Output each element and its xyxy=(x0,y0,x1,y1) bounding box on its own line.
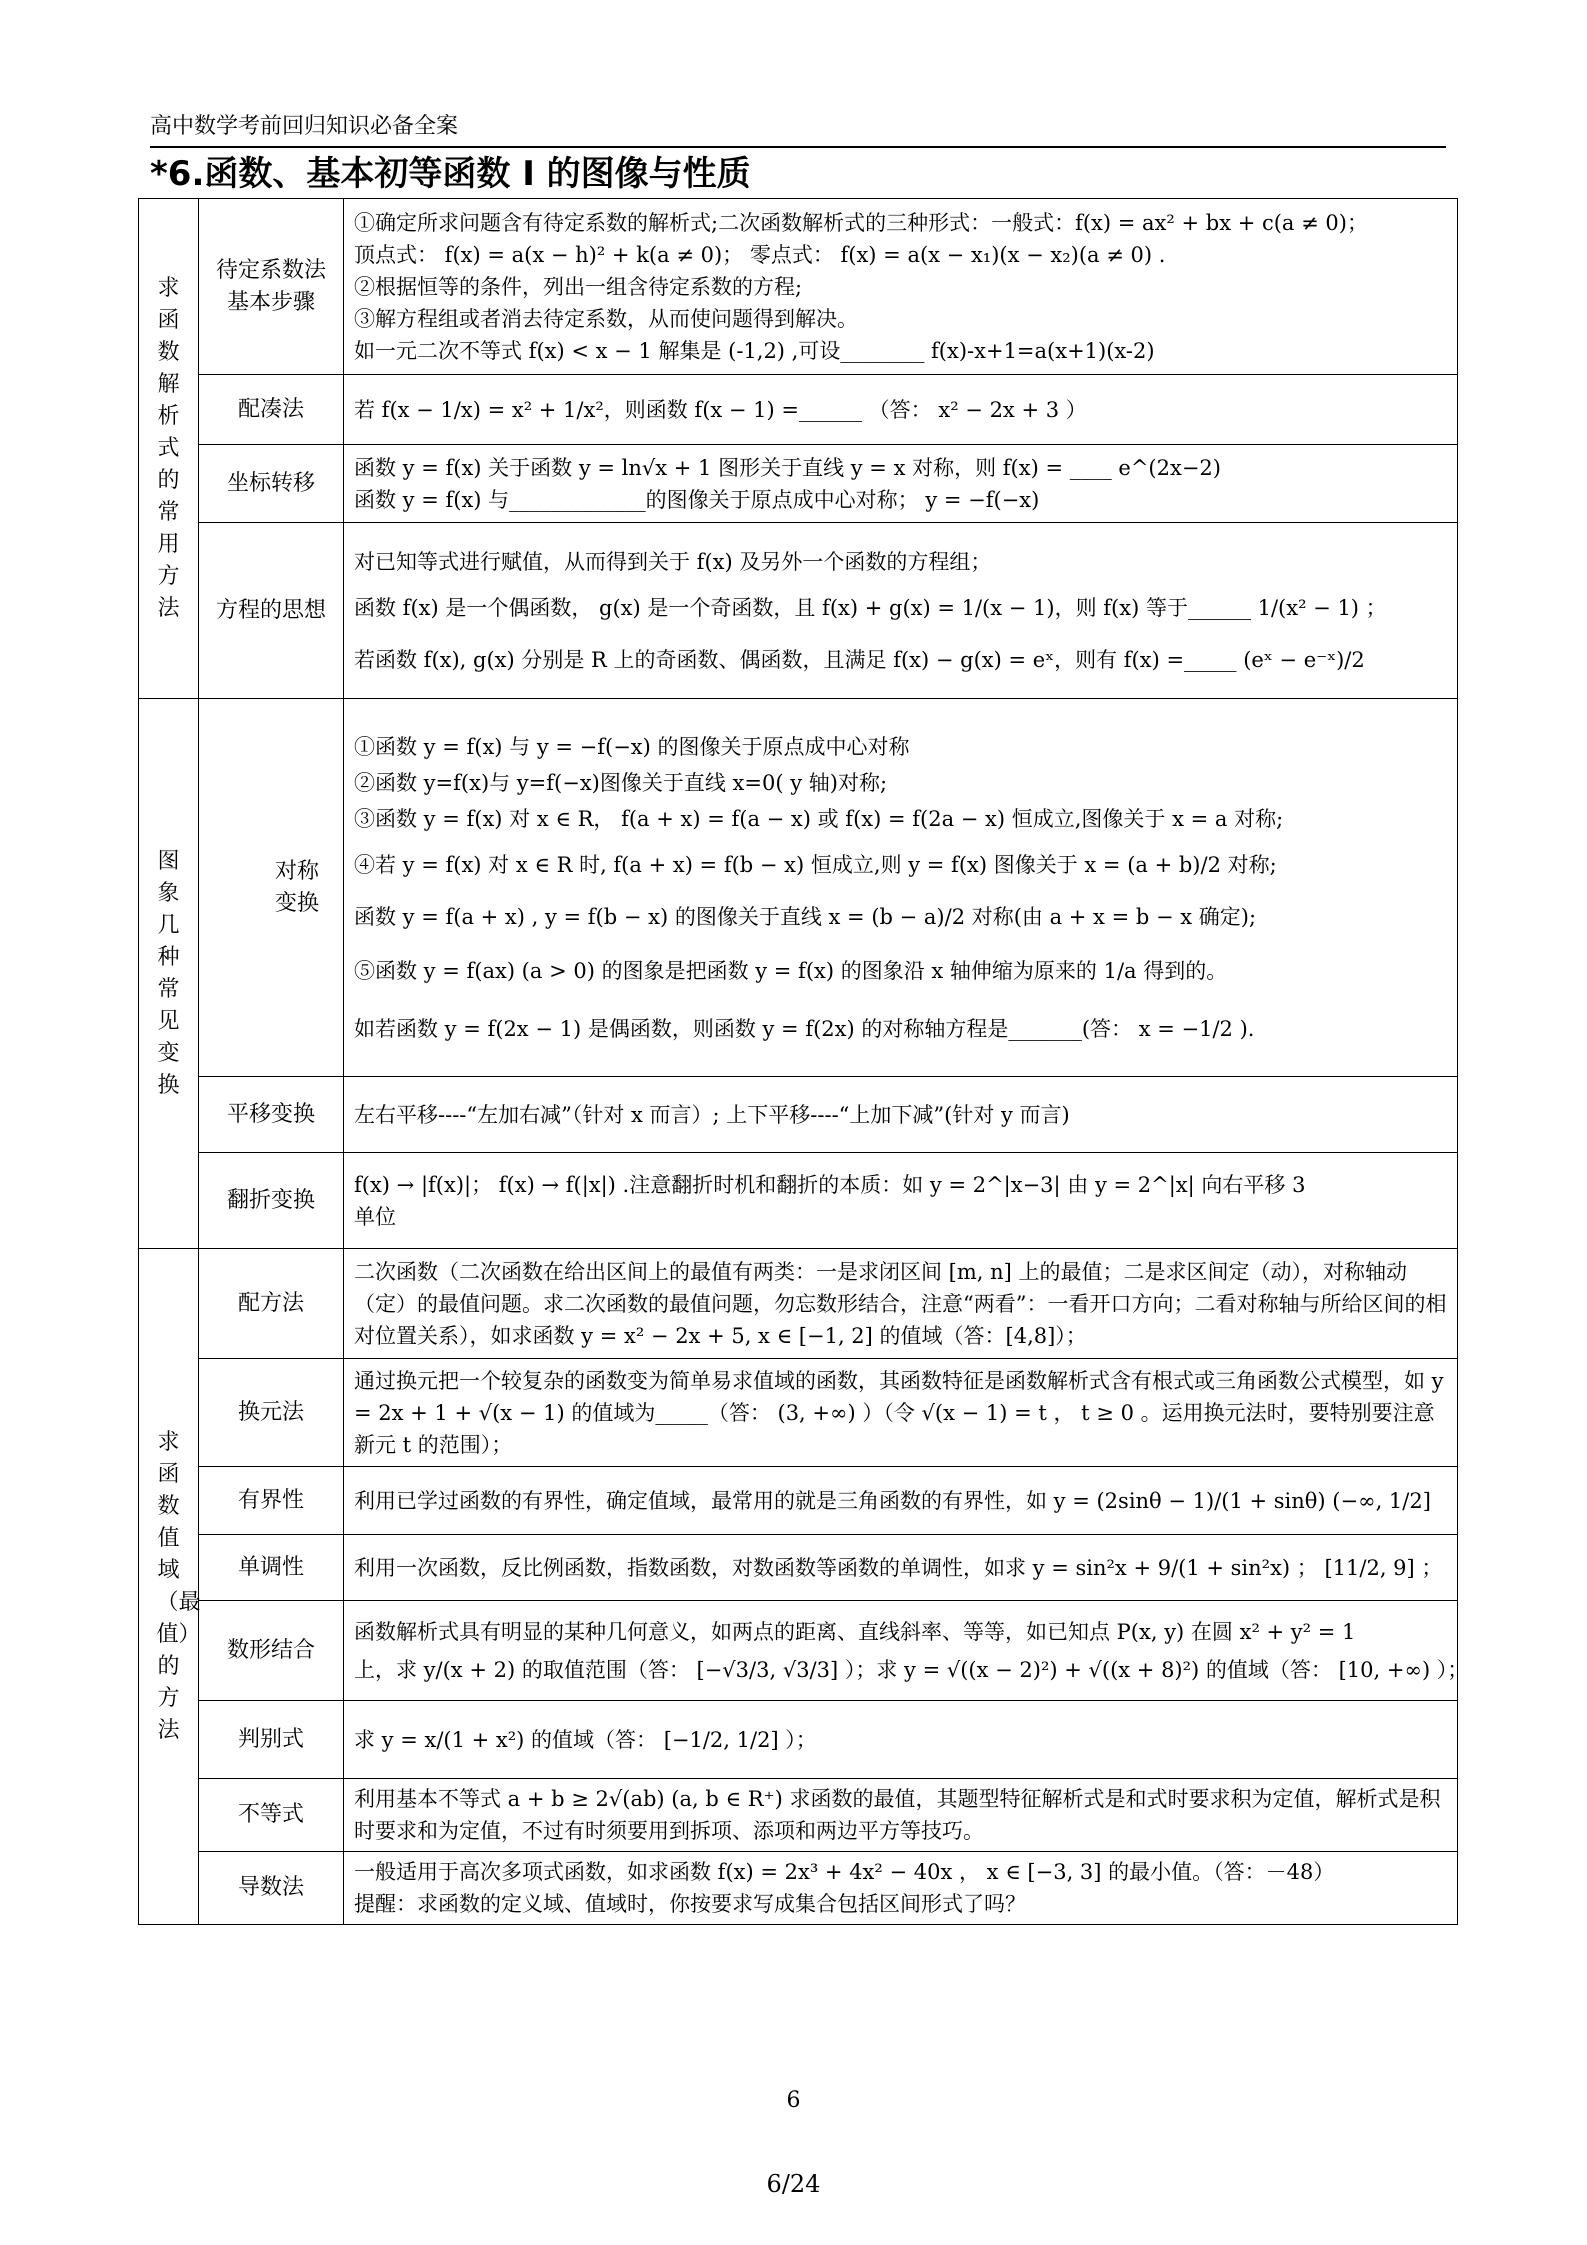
method-content: 利用已学过函数的有界性，确定值域，最常用的就是三角函数的有界性，如 y = (2sinθ − 1)/(1 + sinθ) (−∞, 1/2] xyxy=(344,1467,1458,1535)
knowledge-table xyxy=(138,198,1469,1925)
table-row xyxy=(139,445,1458,523)
table-row xyxy=(139,1153,1458,1249)
method-content: 函数解析式具有明显的某种几何意义，如两点的距离、直线斜率、等等，如已知点 P(x, y) 在圆 x² + y² = 1 上，求 y/(x + 2) 的取值范围（答： [−√3/3, √3/3] ）；求 y = √((x − 2)²) + √((x + 8)²) 的值域（答： [10, +∞) ）； xyxy=(344,1601,1458,1701)
table-row xyxy=(139,1701,1458,1779)
table-row xyxy=(139,1779,1458,1852)
table-row xyxy=(139,199,1458,375)
table-row xyxy=(139,1077,1458,1153)
page-number: 6 xyxy=(786,2088,801,2113)
method-label: 单调性 xyxy=(199,1535,344,1601)
method-label: 对称变换 xyxy=(199,699,344,1077)
method-content: 左右平移----“左加右减”（针对 x 而言）; 上下平移----“上加下减”(针对 y 而言) xyxy=(344,1077,1458,1153)
method-content: 利用一次函数，反比例函数，指数函数，对数函数等函数的单调性，如求 y = sin²x + 9/(1 + sin²x) ； [11/2, 9] ； xyxy=(344,1535,1458,1601)
method-label: 翻折变换 xyxy=(199,1153,344,1249)
method-content: 通过换元把一个较复杂的函数变为简单易求值域的函数，其函数特征是函数解析式含有根式或三角函数公式模型，如 y = 2x + 1 + √(x − 1) 的值域为_____（答： (3, +∞) ）（令 √(x − 1) = t ， t ≥ 0 。运用换元法时，要特别要注意新元 t 的范围）； xyxy=(344,1359,1458,1467)
method-content: 一般适用于高次多项式函数，如求函数 f(x) = 2x³ + 4x² − 40x ， x ∈ [−3, 3] 的最小值。（答：－48） 提醒：求函数的定义域、值域时，你按要求写成集合包括区间形式了吗？ xyxy=(344,1852,1458,1925)
method-content: f(x) → |f(x)|； f(x) → f(|x|) .注意翻折时机和翻折的本质：如 y = 2^|x−3| 由 y = 2^|x| 向右平移 3 单位 xyxy=(344,1153,1458,1249)
method-content: 利用基本不等式 a + b ≥ 2√(ab) (a, b ∈ R⁺) 求函数的最值，其题型特征解析式是和式时要求积为定值，解析式是积时要求和为定值，不过有时须要用到拆项、添项和两边平方等技巧。 xyxy=(344,1779,1458,1852)
method-label: 坐标转移 xyxy=(199,445,344,523)
table-row xyxy=(139,523,1458,699)
method-label: 导数法 xyxy=(199,1852,344,1925)
table-row xyxy=(139,1601,1458,1701)
method-content: 函数 y = f(x) 关于函数 y = ln√x + 1 图形关于直线 y = x 对称，则 f(x) = ____ e^(2x−2) 函数 y = f(x) 与_____________的图像关于原点成中心对称； y = −f(−x) xyxy=(344,445,1458,523)
group-label: 求函数解析式的常用方法 xyxy=(139,199,199,699)
table-row xyxy=(139,1359,1458,1467)
method-label: 换元法 xyxy=(199,1359,344,1467)
table-row xyxy=(139,1467,1458,1535)
table-row xyxy=(139,375,1458,445)
group-label: 图象几种常见变换 xyxy=(139,699,199,1249)
method-label: 配方法 xyxy=(199,1249,344,1359)
method-content: ①函数 y = f(x) 与 y = −f(−x) 的图像关于原点成中心对称 ②函数 y=f(x)与 y=f(−x)图像关于直线 x=0( y 轴)对称; ③函数 y = f(x) 对 x ∈ R， f(a + x) = f(a − x) 或 f(x) = f(2a − x) 恒成立,图像关于 x = a 对称; ④若 y = f(x) 对 x ∈ R 时, f(a + x) = f(b − x) 恒成立,则 y = f(x) 图像关于 x = (a + b)/2 对称; 函数 y = f(a + x) , y = f(b − x) 的图像关于直线 x = (b − a)/2 对称(由 a + x = b − x 确定); ⑤函数 y = f(ax) (a > 0) 的图象是把函数 y = f(x) 的图象沿 x 轴伸缩为原来的 1/a 得到的。 如若函数 y = f(2x − 1) 是偶函数，则函数 y = f(2x) 的对称轴方程是_______(答： x = −1/2 ). xyxy=(344,699,1458,1077)
method-label: 方程的思想 xyxy=(199,523,344,699)
method-label: 有界性 xyxy=(199,1467,344,1535)
method-content: 对已知等式进行赋值，从而得到关于 f(x) 及另外一个函数的方程组； 函数 f(x) 是一个偶函数， g(x) 是一个奇函数，且 f(x) + g(x) = 1/(x − 1)，则 f(x) 等于______ 1/(x² − 1) ； 若函数 f(x), g(x) 分别是 R 上的奇函数、偶函数，且满足 f(x) − g(x) = eˣ，则有 f(x) =_____ (eˣ − e⁻ˣ)/2 xyxy=(344,523,1458,699)
document-header: 高中数学考前回归知识必备全案 xyxy=(150,112,1446,148)
table-row xyxy=(139,1535,1458,1601)
method-content: 二次函数（二次函数在给出区间上的最值有两类：一是求闭区间 [m, n] 上的最值；二是求区间定（动），对称轴动（定）的最值问题。求二次函数的最值问题，勿忘数形结合，注意“两看”：一看开口方向；二看对称轴与所给区间的相对位置关系），如求函数 y = x² − 2x + 5, x ∈ [−1, 2] 的值域（答：[4,8]）； xyxy=(344,1249,1458,1359)
table-row xyxy=(139,1852,1458,1925)
table-row xyxy=(139,699,1458,1077)
method-content: ①确定所求问题含有待定系数的解析式;二次函数解析式的三种形式：一般式：f(x) = ax² + bx + c(a ≠ 0)； 顶点式： f(x) = a(x − h)² + k(a ≠ 0)； 零点式： f(x) = a(x − x₁)(x − x₂)(a ≠ 0) . ②根据恒等的条件，列出一组含待定系数的方程; ③解方程组或者消去待定系数，从而使问题得到解决。 如一元二次不等式 f(x) < x − 1 解集是 (-1,2) ,可设________ f(x)-x+1=a(x+1)(x-2) xyxy=(344,199,1458,375)
table-row xyxy=(139,1249,1458,1359)
method-label: 不等式 xyxy=(199,1779,344,1852)
method-content: 若 f(x − 1/x) = x² + 1/x²，则函数 f(x − 1) =______ （答： x² − 2x + 3 ） xyxy=(344,375,1458,445)
section-title: *6.函数、基本初等函数 I 的图像与性质 xyxy=(150,154,751,194)
method-label: 平移变换 xyxy=(199,1077,344,1153)
method-content: 求 y = x/(1 + x²) 的值域（答： [−1/2, 1/2] ）； xyxy=(344,1701,1458,1779)
page-counter: 6/24 xyxy=(766,2170,821,2198)
method-label: 判别式 xyxy=(199,1701,344,1779)
method-label: 配凑法 xyxy=(199,375,344,445)
group-label: 求函数值域（最值）的方法 xyxy=(139,1249,199,1925)
method-label: 数形结合 xyxy=(199,1601,344,1701)
method-label: 待定系数法基本步骤 xyxy=(199,199,344,375)
